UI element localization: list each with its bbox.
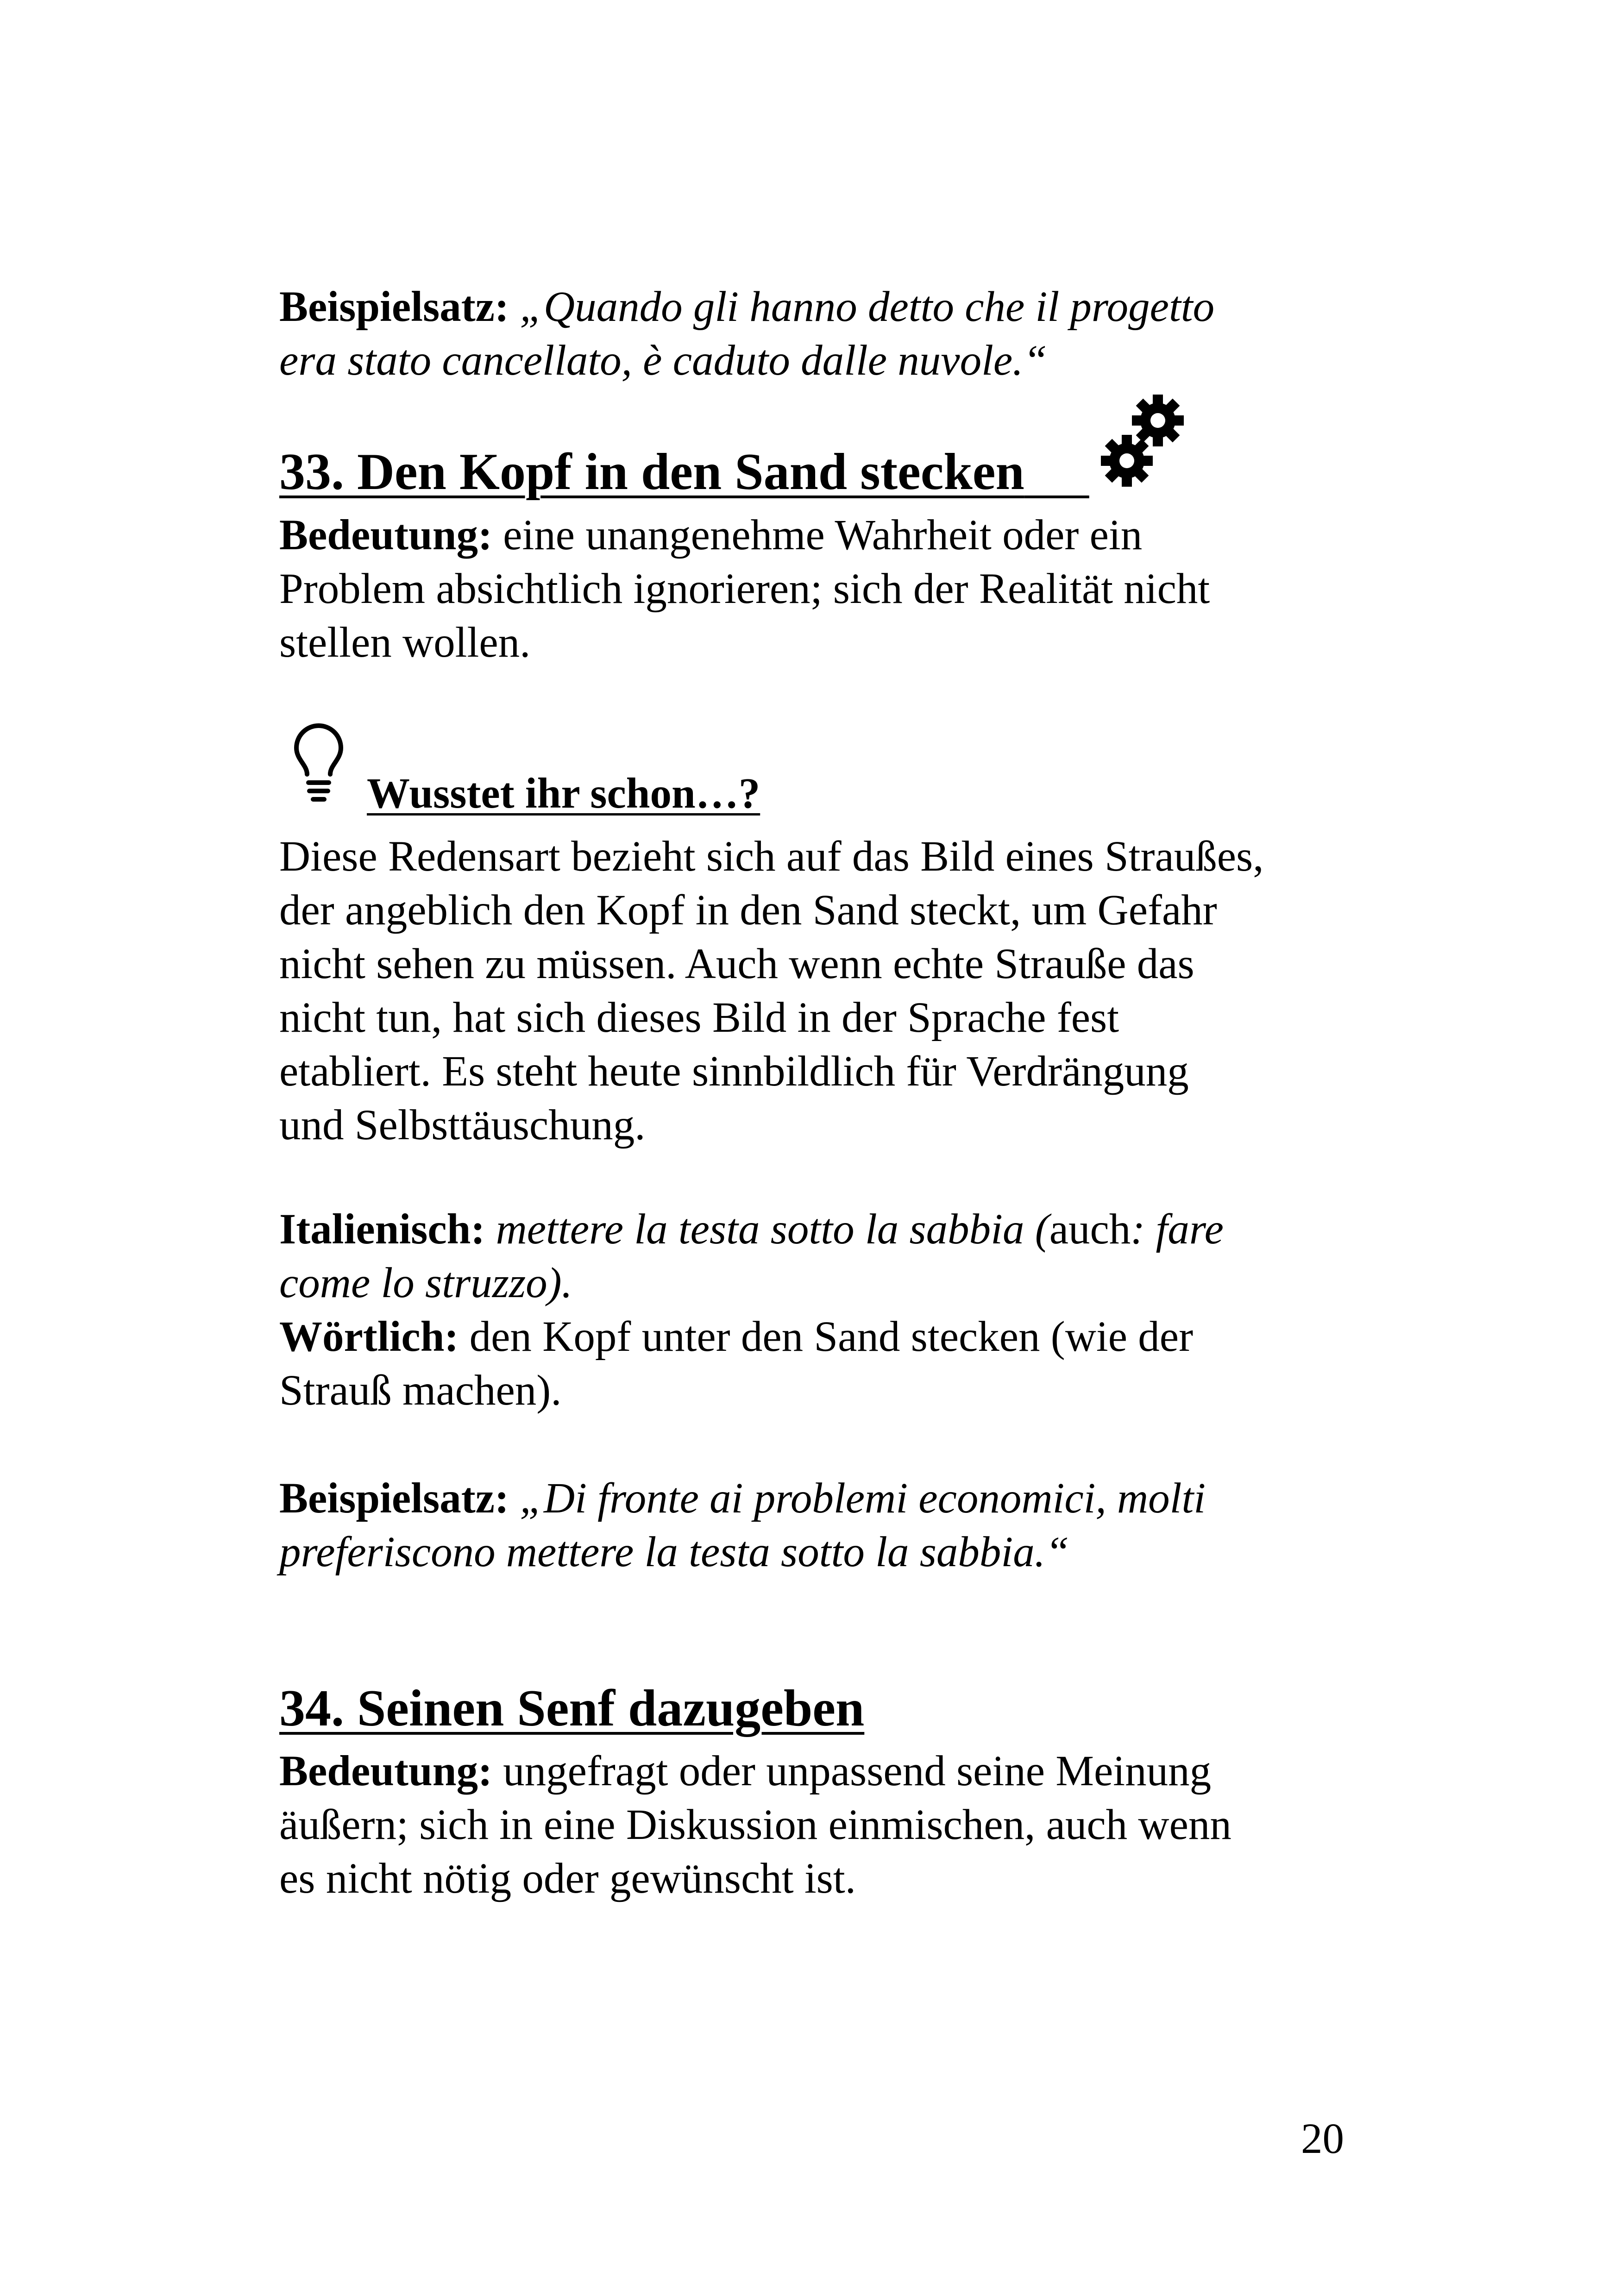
tip-title: Wusstet ihr schon…? [367, 770, 760, 817]
example-sentence-line: era stato cancellato, è caduto dalle nuvole.“ [279, 337, 1048, 384]
example-sentence-line [279, 280, 1214, 334]
meaning-label: Bedeutung: [279, 511, 492, 559]
page-number: 20 [1301, 2115, 1344, 2163]
tip-line: nicht tun, hat sich dieses Bild in der Sprache fest [279, 994, 1119, 1041]
meaning-line: es nicht nötig oder gewünscht ist. [279, 1855, 856, 1902]
meaning-text: eine unangenehme Wahrheit oder ein [503, 511, 1143, 559]
italian-auch: auch [1049, 1205, 1131, 1253]
example-label: Beispielsatz: [279, 1474, 509, 1522]
italian-label: Italienisch: [279, 1205, 485, 1253]
section-heading-33: 33. Den Kopf in den Sand stecken [279, 443, 1024, 501]
example-sentence-line [279, 1472, 1206, 1525]
example-sentence-line: preferiscono mettere la testa sotto la sabbia.“ [279, 1528, 1069, 1576]
tip-line: Diese Redensart bezieht sich auf das Bild eines Straußes, [279, 833, 1264, 880]
italian-line [279, 1203, 1224, 1256]
example-text: „Quando gli hanno detto che il progetto [520, 283, 1215, 331]
literal-label: Wörtlich: [279, 1313, 459, 1361]
tip-line: und Selbsttäuschung. [279, 1101, 646, 1149]
example-label: Beispielsatz: [279, 283, 509, 331]
meaning-label: Bedeutung: [279, 1747, 492, 1795]
literal-line [279, 1310, 1193, 1364]
meaning-line [279, 1744, 1211, 1798]
meaning-line [279, 508, 1142, 562]
tip-line: der angeblich den Kopf in den Sand steckt, um Gefahr [279, 886, 1217, 934]
example-text: „Di fronte ai problemi economici, molti [520, 1474, 1206, 1522]
lightbulb-icon [291, 722, 346, 806]
literal-line: Strauß machen). [279, 1367, 562, 1414]
tip-line: nicht sehen zu müssen. Auch wenn echte Strauße das [279, 940, 1194, 988]
tip-line: etabliert. Es steht heute sinnbildlich für Verdrängung [279, 1048, 1189, 1095]
meaning-line: Problem absichtlich ignorieren; sich der Realität nicht [279, 565, 1210, 613]
meaning-line: stellen wollen. [279, 619, 531, 666]
literal-text: den Kopf unter den Sand stecken (wie der [469, 1313, 1194, 1361]
section-heading-34: 34. Seinen Senf dazugeben [279, 1680, 865, 1737]
meaning-text: ungefragt oder unpassend seine Meinung [503, 1747, 1212, 1795]
italian-text-end: : fare [1131, 1205, 1224, 1253]
gears-icon [1100, 394, 1188, 491]
meaning-line: äußern; sich in eine Diskussion einmischen, auch wenn [279, 1801, 1231, 1849]
italian-line: come lo struzzo). [279, 1259, 572, 1307]
italian-text: mettere la testa sotto la sabbia ( [496, 1205, 1049, 1253]
